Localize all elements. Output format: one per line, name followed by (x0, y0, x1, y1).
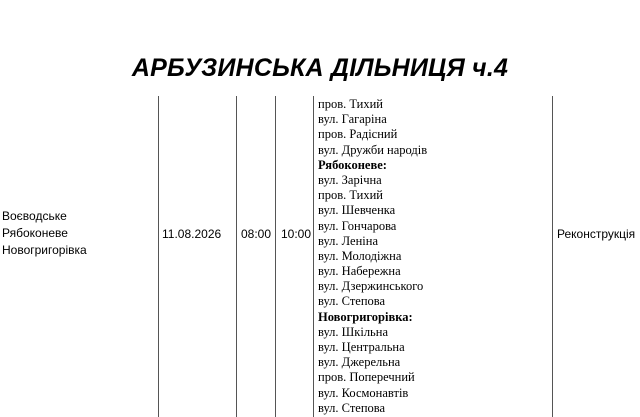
settlements-cell (2, 208, 87, 259)
street-item: вул. Шевченка (318, 203, 396, 218)
street-item: вул. Молодіжна (318, 248, 402, 263)
street-item: вул. Набережна (318, 264, 401, 279)
street-item: вул. Гончарова (318, 218, 397, 233)
settlement-heading: Новогригорівка: (318, 309, 413, 324)
settlement-name: Рябоконеве (2, 226, 68, 240)
street-item: вул. Леніна (318, 233, 379, 248)
street-item: пров. Поперечний (318, 370, 415, 385)
page-title: АРБУЗИНСЬКА ДІЛЬНИЦЯ ч.4 (131, 54, 509, 82)
street-item: вул. Дружби народів (318, 142, 428, 157)
street-item: вул. Джерельна (318, 355, 401, 370)
column-divider (552, 96, 553, 417)
street-item: вул. Степова (318, 400, 386, 415)
date-cell: 11.08.2026 (162, 227, 222, 241)
street-item: пров. Радісний (318, 127, 398, 142)
settlement-name: Новогригорівка (2, 243, 87, 257)
column-divider (313, 96, 314, 417)
street-item: вул. Гагаріна (318, 112, 387, 127)
street-item: вул. Космонавтів (318, 385, 409, 400)
street-item: пров. Тихий (318, 188, 383, 203)
street-item: вул. Центральна (318, 340, 405, 354)
time-end-cell: 10:00 (281, 227, 312, 241)
street-item: вул. Степова (318, 294, 386, 309)
street-item: вул. Шкільна (318, 324, 388, 339)
settlement-name: Воєводське (2, 209, 67, 223)
streets-cell (318, 97, 550, 416)
street-item: вул. Дзержинського (318, 279, 424, 294)
reason-cell: Реконструкція (557, 227, 636, 241)
street-item: вул. Зарічна (318, 172, 382, 187)
street-item: пров. Тихий (318, 97, 383, 111)
settlement-heading: Рябоконеве: (318, 157, 387, 172)
column-divider (275, 96, 276, 417)
time-start-cell: 08:00 (241, 227, 272, 241)
column-divider (158, 96, 159, 417)
column-divider (236, 96, 237, 417)
